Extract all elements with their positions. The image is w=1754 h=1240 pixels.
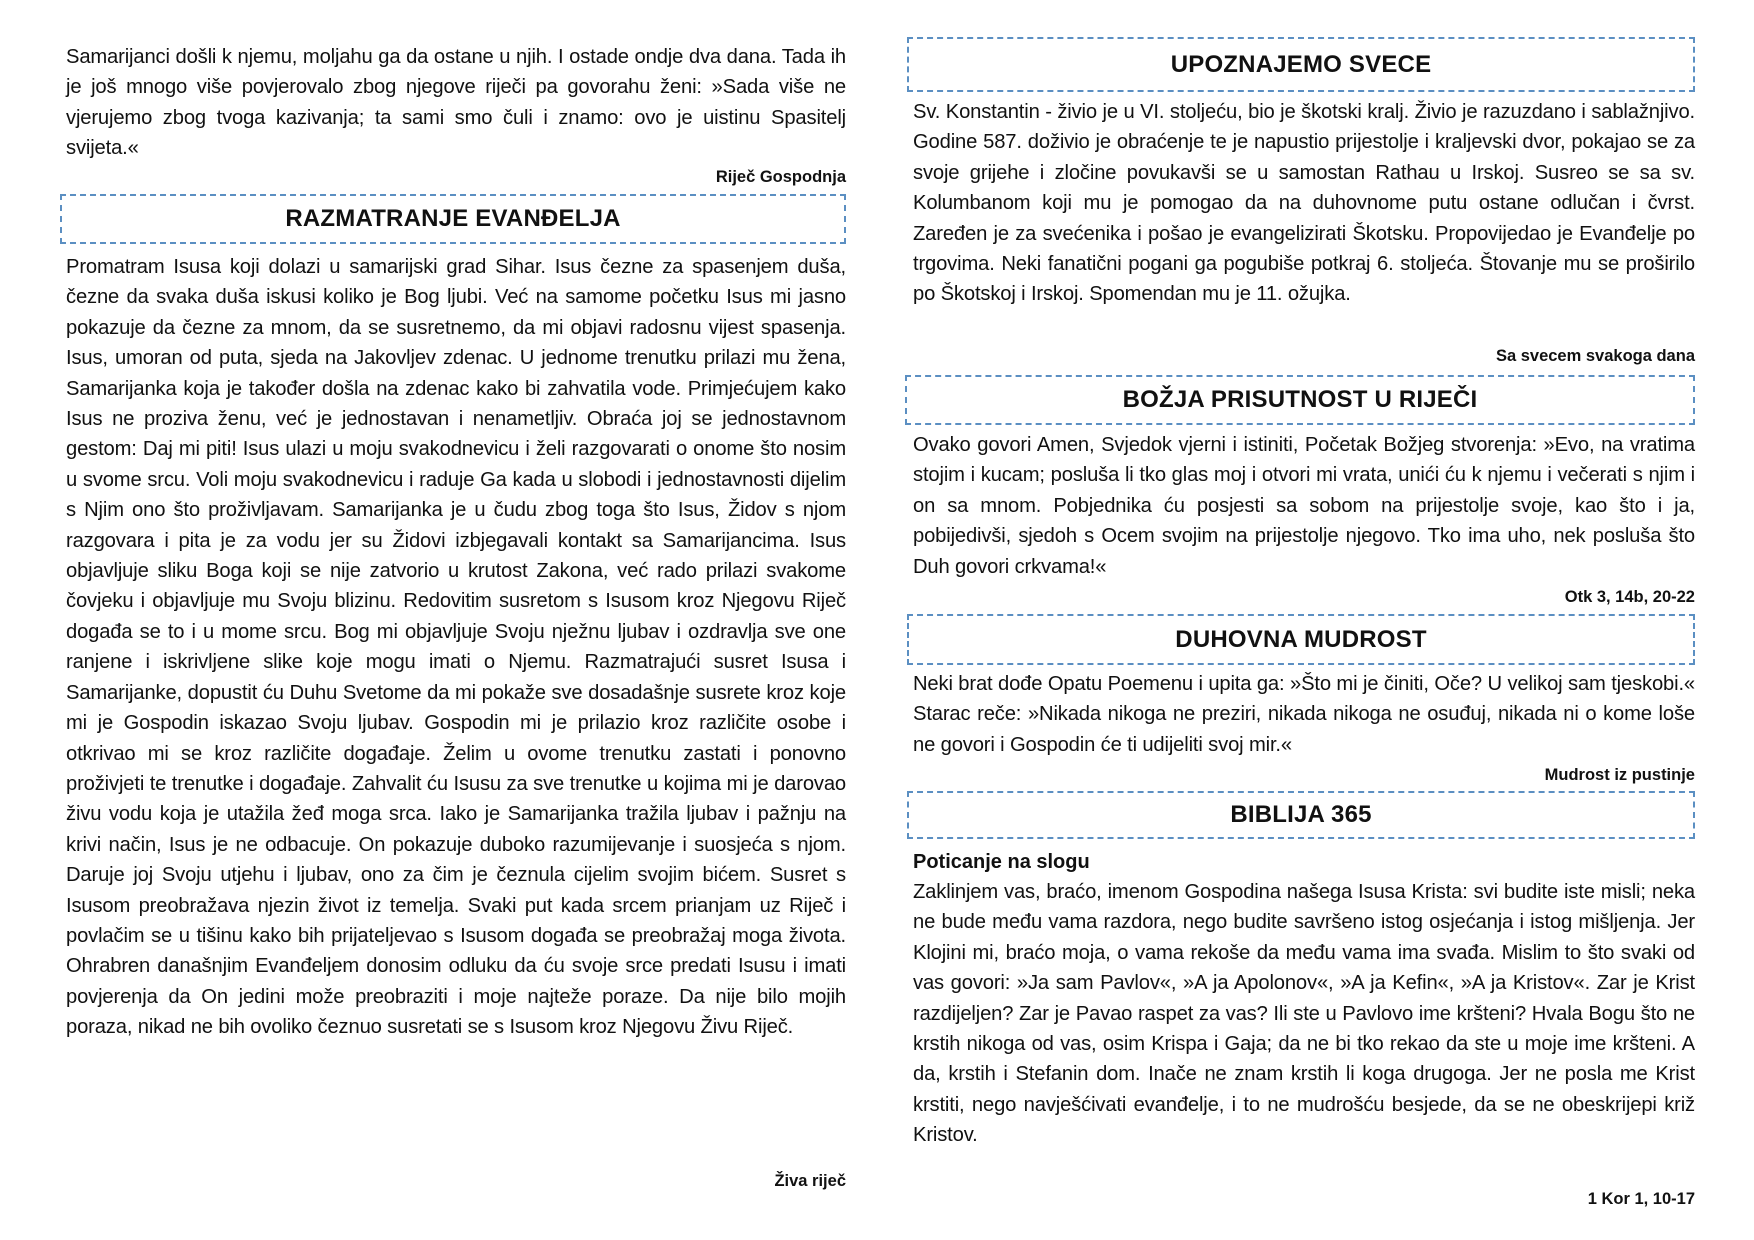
razmatranje-section xyxy=(66,252,846,1043)
biblija-title: BIBLIJA 365 xyxy=(1230,801,1372,828)
mudrost-header-box xyxy=(907,614,1695,665)
bozja-text: Ovako govori Amen, Svjedok vjerni i istiniti, Početak Božjeg stvorenja: »Evo, na vratima stojim i kucam; posluša li tko glas moj i otvori mi vrata, unići ću k njemu i večerati s njim i on sa mnom. Pobjednika ću posjesti sa sobom na prijestolje svoje, kao što i ja, pobijedivši, sjedoh s Ocem svojim na prijestolje njegovo. Tko ima uho, nek posluša što Duh govori crkvama!« xyxy=(913,434,1695,578)
razmatranje-title: RAZMATRANJE EVANĐELJA xyxy=(285,205,621,232)
intro-source-wrap xyxy=(66,164,846,190)
mudrost-section xyxy=(913,669,1695,760)
mudrost-source: Mudrost iz pustinje xyxy=(1544,766,1695,784)
biblija-header-box xyxy=(907,791,1695,839)
intro-text: Samarijanci došli k njemu, moljahu ga da ostane u njih. I ostade ondje dva dana. Tada ih je još mnogo više povjerovalo zbog njegove riječi pa govorahu ženi: »Sada više ne vjerujemo zbog tvoga kazivanja; ta sami smo čuli i znamo: ovo je uistinu Spasitelj svijeta.« xyxy=(66,46,846,160)
svece-text: Sv. Konstantin - živio je u VI. stoljeću, bio je škotski kralj. Živio je razuzdano i sablažnjivo. Godine 587. doživio je obraćenje te je napustio prijestolje i kraljevski dvor, pokajao se za svoje grijehe i zločine povukavši se u samostan Rathau u Irskoj. Susreo se sa sv. Kolumbanom koji mu je pomogao da na duhovnome putu ostane odlučan i čvrst. Zaređen je za svećenika i pošao je evangelizirati Škotsku. Propovijedao je Evanđelje po trgovima. Neki fanatični pogani ga pogubiše potkraj 6. stoljeća. Štovanje mu se proširilo po Škotskoj i Irskoj. Spomendan mu je 11. ožujka. xyxy=(913,101,1695,306)
biblija-source: 1 Kor 1, 10-17 xyxy=(1587,1190,1695,1208)
mudrost-source-wrap xyxy=(913,762,1695,788)
razmatranje-source-wrap xyxy=(66,1168,846,1194)
bozja-title: BOŽJA PRISUTNOST U RIJEČI xyxy=(1122,386,1478,413)
svece-header-box xyxy=(907,37,1695,92)
svece-source-wrap xyxy=(913,343,1695,369)
svece-title: UPOZNAJEMO SVECE xyxy=(1170,50,1432,78)
intro-source: Riječ Gospodnja xyxy=(715,168,846,186)
svece-source: Sa svecem svakoga dana xyxy=(1495,347,1695,365)
biblija-source-wrap xyxy=(913,1186,1695,1212)
mudrost-text: Neki brat dođe Opatu Poemenu i upita ga: »Što mi je činiti, Oče? U velikoj sam tjeskobi.« Starac reče: »Nikada nikoga ne preziri, nikada nikoga ne osuđuj, nikada ni o kome loše ne govori i Gospodin će ti udijeliti svoj mir.« xyxy=(913,673,1695,756)
svece-section xyxy=(913,97,1695,310)
biblija-text: Zaklinjem vas, braćo, imenom Gospodina našega Isusa Krista: svi budite iste misli; neka ne bude među vama razdora, nego budite savršeno istog osjećanja i istog mišljenja. Jer Klojini mi, braćo moja, o vama rekoše da među vama ima svađa. Mislim to što svaki od vas govori: »Ja sam Pavlov«, »A ja Apolonov«, »A ja Kefin«, »A ja Kristov«. Zar je Krist razdijeljen? Zar je Pavao raspet za vas? Ili ste u Pavlovo ime kršteni? Hvala Bogu što ne krstih nikoga od vas, osim Krispa i Gaja; da ne bi tko rekao da ste u moje ime kršteni. A da, krstih i Stefanin dom. Inače ne znam krstih li koga drugoga. Jer ne posla me Krist krstiti, nego navješćivati evanđelje, i to ne mudrošću besjede, da se ne obeskrijepi križ Kristov. xyxy=(913,881,1695,1147)
razmatranje-header-box xyxy=(60,194,846,244)
razmatranje-source: Živa riječ xyxy=(774,1172,846,1190)
bozja-section xyxy=(913,430,1695,582)
bozja-source: Otk 3, 14b, 20-22 xyxy=(1564,588,1695,606)
biblija-section xyxy=(913,847,1695,1151)
biblija-subtitle: Poticanje na slogu xyxy=(913,851,1090,873)
intro-section xyxy=(66,42,846,164)
bozja-header-box xyxy=(905,375,1695,425)
mudrost-title: DUHOVNA MUDROST xyxy=(1175,625,1427,653)
razmatranje-text: Promatram Isusa koji dolazi u samarijski grad Sihar. Isus čezne za spasenjem duša, čezne da svaka duša iskusi koliko je Bog ljubi. Već na samome početku Isus mi jasno pokazuje da čezne za mnom, da se susretnemo, da mi objavi radosnu vijest spasenja. Isus, umoran od puta, sjeda na Jakovljev zdenac. U jednome trenutku prilazi mu žena, Samarijanka koja je također došla na zdenac kako bi zahvatila vode. Primjećujem kako Isus ne proziva ženu, već je jednostavan i nenametljiv. Obraća joj se jednostavnom gestom: Daj mi piti! Isus ulazi u moju svakodnevicu i želi razgovarati o onome što nosim u svome srcu. Voli moju svakodnevicu i raduje Ga kada u slobodi i jednostavnosti dijelim s Njim ono što proživljavam. Samarijanka je u čudu zbog toga što Isus, Židov s njom razgovara i pita je za vodu jer su Židovi izbjegavali kontakt sa Samarijancima. Isus objavljuje sliku Boga koji se nije zatvorio u krutost Zakona, već rado prilazi svakome čovjeku i objavljuje mu Svoju blizinu. Redovitim susretom s Isusom kroz Njegovu Riječ događa se to i u mome srcu. Bog mi objavljuje Svoju nježnu ljubav i ozdravlja sve one ranjene i iskrivljene slike koje mogu imati o Njemu. Razmatrajući susret Isusa i Samarijanke, dopustit ću Duhu Svetome da mi pokaže sve dosadašnje susrete kroz koje mi je Gospodin iskazao Svoju ljubav. Gospodin mi je prilazio kroz različite osobe i otkrivao mi se kroz različite događaje. Želim u ovome trenutku zastati i ponovno proživjeti te trenutke i događaje. Zahvalit ću Isusu za sve trenutke u kojima mi je darovao živu vodu koja je utažila žeđ moga srca. Iako je Samarijanka tražila ljubav i pažnju na krivi način, Isus je ne odbacuje. On pokazuje duboko razumijevanje i suosjeća s njom. Daruje joj Svoju utjehu i ljubav, ono za čim je čeznula cijelim svojim bićem. Susret s Isusom preobražava njezin život iz temelja. Svaki put kada srcem prianjam uz Riječ i povlačim se u tišinu kako bih prijateljevao s Isusom događa se preobražaj moga života. Ohrabren današnjim Evanđeljem donosim odluku da ću svoje srce predati Isusu i imati povjerenja da On jedini može preobraziti i moje najteže poraze. Da nije bilo mojih poraza, nikad ne bih ovoliko čeznuo susretati se s Isusom kroz Njegovu Živu Riječ. xyxy=(66,256,846,1039)
bozja-source-wrap xyxy=(913,584,1695,610)
